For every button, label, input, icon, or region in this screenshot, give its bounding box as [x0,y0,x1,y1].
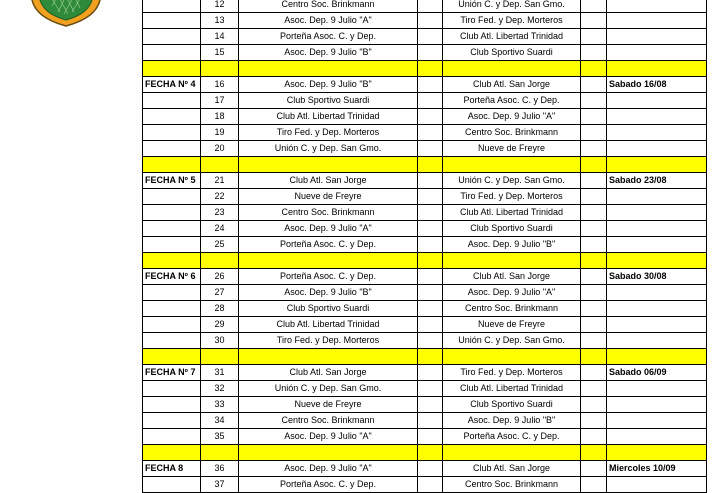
round-label-cell [143,285,201,301]
away-team-cell: Asoc. Dep. 9 Julio "B" [443,237,581,253]
spacer-cell [581,221,607,237]
home-team-cell: Tiro Fed. y Dep. Morteros [239,125,418,141]
round-label-cell [143,317,201,333]
round-date-cell [607,93,707,109]
match-row [143,381,707,397]
round-label-cell [143,381,201,397]
separator-cell [239,61,418,77]
match-number-cell: 23 [201,205,239,221]
round-label-cell [143,29,201,45]
home-team-cell: Asoc. Dep. 9 Julio "B" [239,77,418,93]
match-row [143,13,707,29]
away-team-cell: Tiro Fed. y Dep. Morteros [443,189,581,205]
match-row [143,0,707,13]
home-team-cell: Asoc. Dep. 9 Julio "A" [239,461,418,477]
round-label-cell [143,13,201,29]
separator-cell [239,157,418,173]
spacer-cell [418,461,443,477]
round-date-cell [607,317,707,333]
away-team-cell: Porteña Asoc. C. y Dep. [443,93,581,109]
match-row [143,365,707,381]
spacer-cell [418,269,443,285]
separator-cell [443,445,581,461]
match-number-cell: 24 [201,221,239,237]
round-date-cell [607,29,707,45]
match-number-cell: 20 [201,141,239,157]
home-team-cell: Club Sportivo Suardi [239,301,418,317]
home-team-cell: Tiro Fed. y Dep. Morteros [239,333,418,349]
round-label-cell: FECHA Nº 5 [143,173,201,189]
away-team-cell: Centro Soc. Brinkmann [443,125,581,141]
spacer-cell [581,333,607,349]
match-number-cell: 26 [201,269,239,285]
round-label-cell [143,413,201,429]
spacer-cell [418,189,443,205]
home-team-cell: Porteña Asoc. C. y Dep. [239,269,418,285]
round-date-cell [607,141,707,157]
separator-cell [418,445,443,461]
round-date-cell [607,237,707,253]
spacer-cell [418,45,443,61]
spacer-cell [418,477,443,493]
spacer-cell [581,237,607,253]
match-number-cell: 37 [201,477,239,493]
round-date-cell [607,381,707,397]
round-date-cell [607,429,707,445]
away-team-cell: Centro Soc. Brinkmann [443,301,581,317]
match-number-cell: 31 [201,365,239,381]
separator-cell [201,253,239,269]
home-team-cell: Unión C. y Dep. San Gmo. [239,381,418,397]
spacer-cell [418,109,443,125]
round-label-cell [143,221,201,237]
round-date-cell: Sabado 30/08 [607,269,707,285]
home-team-cell: Porteña Asoc. C. y Dep. [239,477,418,493]
away-team-cell: Club Atl. San Jorge [443,461,581,477]
away-team-cell: Club Sportivo Suardi [443,221,581,237]
round-date-cell: Sabado 06/09 [607,365,707,381]
separator-cell [581,61,607,77]
match-number-cell: 13 [201,13,239,29]
match-row [143,333,707,349]
match-number-cell: 18 [201,109,239,125]
separator-cell [143,445,201,461]
separator-cell [607,253,707,269]
match-row [143,285,707,301]
away-team-cell: Unión C. y Dep. San Gmo. [443,173,581,189]
separator-cell [443,349,581,365]
separator-cell [143,349,201,365]
round-date-cell [607,0,707,13]
round-label-cell [143,0,201,13]
away-team-cell: Porteña Asoc. C. y Dep. [443,429,581,445]
match-row [143,93,707,109]
round-label-cell: FECHA 8 [143,461,201,477]
spacer-cell [418,301,443,317]
round-date-cell [607,301,707,317]
match-row [143,477,707,493]
away-team-cell: Club Sportivo Suardi [443,45,581,61]
match-row [143,413,707,429]
home-team-cell: Centro Soc. Brinkmann [239,0,418,13]
spacer-cell [418,93,443,109]
spacer-cell [418,13,443,29]
away-team-cell: Asoc. Dep. 9 Julio "B" [443,413,581,429]
home-team-cell: Porteña Asoc. C. y Dep. [239,237,418,253]
match-number-cell: 35 [201,429,239,445]
round-label-cell [143,45,201,61]
separator-cell [443,157,581,173]
away-team-cell: Club Atl. San Jorge [443,269,581,285]
separator-cell [607,349,707,365]
spacer-cell [581,77,607,93]
match-number-cell: 29 [201,317,239,333]
home-team-cell: Club Atl. Libertad Trinidad [239,109,418,125]
match-row [143,461,707,477]
round-label-cell [143,477,201,493]
away-team-cell: Unión C. y Dep. San Gmo. [443,333,581,349]
match-number-cell: 30 [201,333,239,349]
round-date-cell [607,221,707,237]
round-date-cell [607,45,707,61]
away-team-cell: Club Atl. San Jorge [443,77,581,93]
away-team-cell: Tiro Fed. y Dep. Morteros [443,13,581,29]
match-row [143,189,707,205]
round-date-cell [607,125,707,141]
spacer-cell [581,317,607,333]
spacer-cell [581,141,607,157]
round-label-cell: FECHA Nº 6 [143,269,201,285]
round-label-cell [143,237,201,253]
match-row [143,397,707,413]
round-date-cell: Miercoles 10/09 [607,461,707,477]
separator-cell [443,61,581,77]
spacer-cell [418,29,443,45]
spacer-cell [581,397,607,413]
match-number-cell: 28 [201,301,239,317]
round-date-cell [607,189,707,205]
round-separator-row [143,349,707,365]
round-date-cell [607,285,707,301]
separator-cell [143,253,201,269]
away-team-cell: Tiro Fed. y Dep. Morteros [443,365,581,381]
separator-cell [239,253,418,269]
home-team-cell: Club Atl. San Jorge [239,173,418,189]
separator-cell [239,349,418,365]
spacer-cell [418,77,443,93]
away-team-cell: Club Atl. Libertad Trinidad [443,381,581,397]
home-team-cell: Club Atl. San Jorge [239,365,418,381]
spacer-cell [581,45,607,61]
round-date-cell [607,413,707,429]
spacer-cell [418,141,443,157]
match-row [143,221,707,237]
match-number-cell: 12 [201,0,239,13]
separator-cell [239,445,418,461]
separator-cell [607,157,707,173]
match-row [143,317,707,333]
spacer-cell [418,173,443,189]
club-shield-logo [30,0,102,28]
round-date-cell [607,397,707,413]
match-row [143,45,707,61]
separator-cell [607,61,707,77]
separator-cell [418,61,443,77]
spacer-cell [418,381,443,397]
away-team-cell: Asoc. Dep. 9 Julio "A" [443,109,581,125]
round-label-cell [143,301,201,317]
match-row [143,29,707,45]
home-team-cell: Centro Soc. Brinkmann [239,413,418,429]
spacer-cell [581,13,607,29]
away-team-cell: Club Sportivo Suardi [443,397,581,413]
separator-cell [581,445,607,461]
home-team-cell: Asoc. Dep. 9 Julio "A" [239,13,418,29]
away-team-cell: Asoc. Dep. 9 Julio "A" [443,285,581,301]
away-team-cell: Nueve de Freyre [443,317,581,333]
match-number-cell: 34 [201,413,239,429]
round-date-cell [607,13,707,29]
spacer-cell [418,285,443,301]
match-row [143,429,707,445]
match-number-cell: 25 [201,237,239,253]
spacer-cell [418,365,443,381]
match-number-cell: 14 [201,29,239,45]
separator-cell [201,445,239,461]
home-team-cell: Nueve de Freyre [239,189,418,205]
spacer-cell [581,285,607,301]
round-label-cell: FECHA Nº 4 [143,77,201,93]
match-number-cell: 22 [201,189,239,205]
round-separator-row [143,253,707,269]
away-team-cell: Nueve de Freyre [443,141,581,157]
match-number-cell: 21 [201,173,239,189]
separator-cell [143,157,201,173]
match-row [143,205,707,221]
separator-cell [418,349,443,365]
round-label-cell [143,109,201,125]
separator-cell [581,157,607,173]
spacer-cell [418,429,443,445]
spacer-cell [418,237,443,253]
spacer-cell [418,333,443,349]
spacer-cell [581,477,607,493]
round-date-cell: Sabado 16/08 [607,77,707,93]
home-team-cell: Asoc. Dep. 9 Julio "B" [239,45,418,61]
separator-cell [607,445,707,461]
match-number-cell: 17 [201,93,239,109]
round-label-cell [143,93,201,109]
separator-cell [201,349,239,365]
match-row [143,109,707,125]
spacer-cell [418,125,443,141]
round-label-cell [143,205,201,221]
separator-cell [143,61,201,77]
match-number-cell: 36 [201,461,239,477]
match-number-cell: 27 [201,285,239,301]
round-date-cell [607,477,707,493]
match-number-cell: 19 [201,125,239,141]
match-number-cell: 32 [201,381,239,397]
round-label-cell: FECHA Nº 7 [143,365,201,381]
spacer-cell [581,29,607,45]
separator-cell [201,61,239,77]
round-label-cell [143,189,201,205]
match-number-cell: 15 [201,45,239,61]
away-team-cell: Club Atl. Libertad Trinidad [443,29,581,45]
match-row [143,237,707,253]
round-label-cell [143,141,201,157]
away-team-cell: Club Atl. Libertad Trinidad [443,205,581,221]
home-team-cell: Centro Soc. Brinkmann [239,205,418,221]
home-team-cell: Porteña Asoc. C. y Dep. [239,29,418,45]
spacer-cell [581,413,607,429]
separator-cell [418,253,443,269]
spacer-cell [581,205,607,221]
spacer-cell [581,365,607,381]
home-team-cell: Unión C. y Dep. San Gmo. [239,141,418,157]
spacer-cell [581,173,607,189]
spacer-cell [581,301,607,317]
round-label-cell [143,125,201,141]
spacer-cell [418,413,443,429]
spacer-cell [581,429,607,445]
spacer-cell [581,461,607,477]
match-row [143,125,707,141]
home-team-cell: Club Sportivo Suardi [239,93,418,109]
match-row [143,301,707,317]
spacer-cell [581,189,607,205]
spacer-cell [581,381,607,397]
away-team-cell: Unión C. y Dep. San Gmo. [443,0,581,13]
spacer-cell [581,125,607,141]
round-date-cell [607,109,707,125]
spacer-cell [418,221,443,237]
separator-cell [201,157,239,173]
home-team-cell: Asoc. Dep. 9 Julio "A" [239,221,418,237]
spacer-cell [418,0,443,13]
round-separator-row [143,445,707,461]
match-row [143,173,707,189]
home-team-cell: Club Atl. Libertad Trinidad [239,317,418,333]
match-number-cell: 33 [201,397,239,413]
round-separator-row [143,61,707,77]
round-label-cell [143,429,201,445]
match-number-cell: 16 [201,77,239,93]
home-team-cell: Asoc. Dep. 9 Julio "B" [239,285,418,301]
spacer-cell [418,317,443,333]
spacer-cell [581,93,607,109]
match-row [143,269,707,285]
spacer-cell [581,0,607,13]
round-separator-row [143,157,707,173]
spacer-cell [418,397,443,413]
spacer-cell [418,205,443,221]
separator-cell [581,349,607,365]
away-team-cell: Centro Soc. Brinkmann [443,477,581,493]
home-team-cell: Asoc. Dep. 9 Julio "A" [239,429,418,445]
match-row [143,77,707,93]
match-row [143,141,707,157]
spacer-cell [581,269,607,285]
separator-cell [418,157,443,173]
round-date-cell [607,205,707,221]
round-label-cell [143,333,201,349]
round-label-cell [143,397,201,413]
round-date-cell [607,333,707,349]
spacer-cell [581,109,607,125]
separator-cell [581,253,607,269]
home-team-cell: Nueve de Freyre [239,397,418,413]
round-date-cell: Sabado 23/08 [607,173,707,189]
separator-cell [443,253,581,269]
fixture-table [142,0,707,493]
